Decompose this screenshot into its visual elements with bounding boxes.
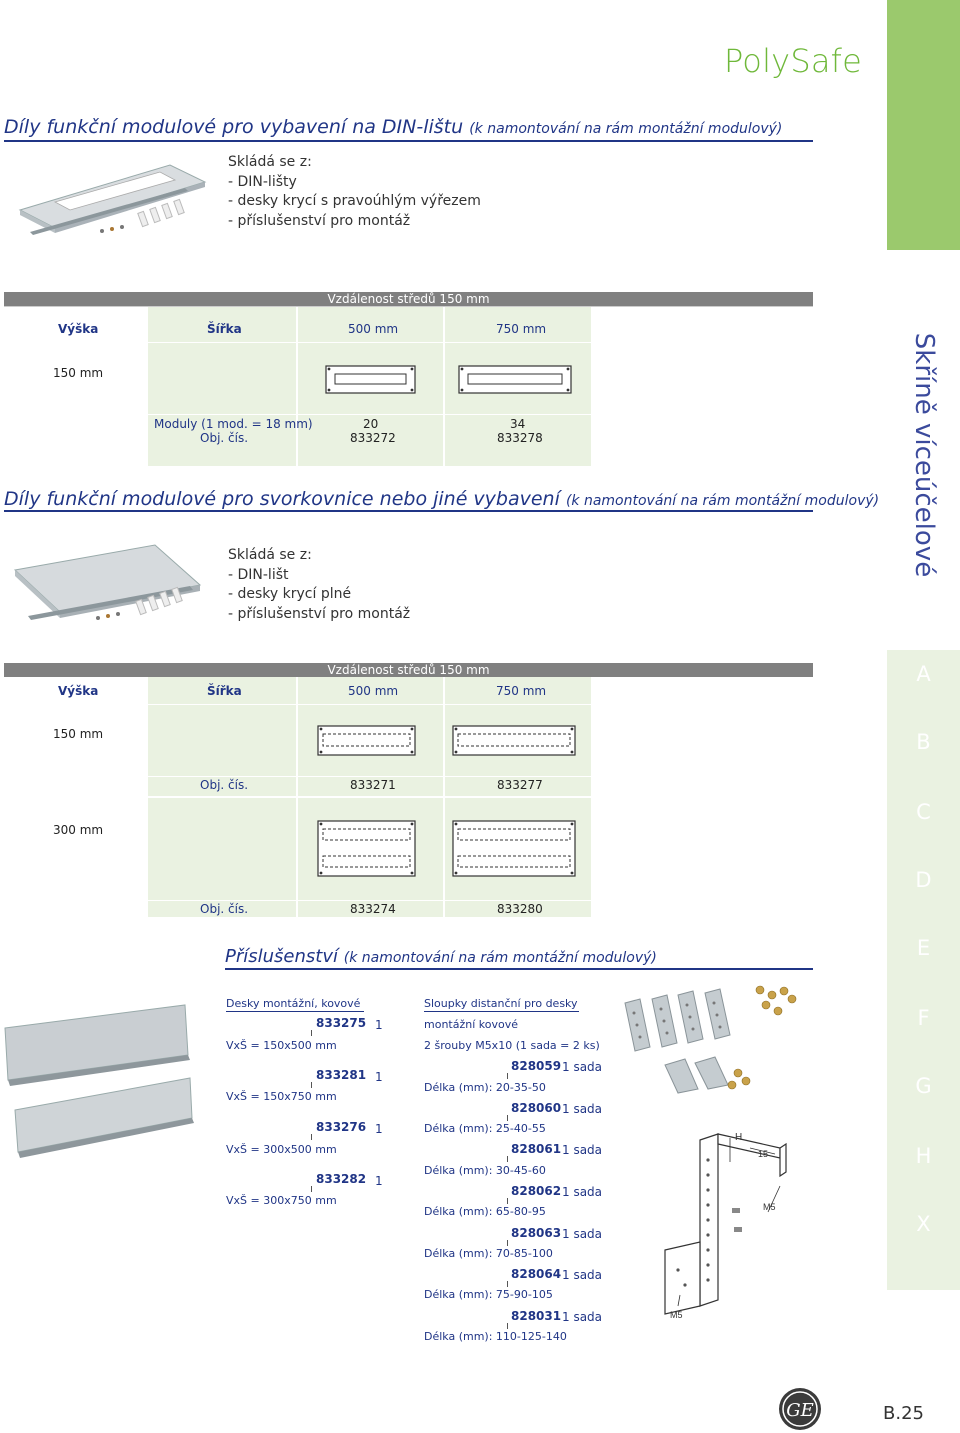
- section1-description: Skládá se z: - DIN-lišty - desky krycí s pravoúhlým výřezem - příslušenství pro montáž: [228, 154, 481, 229]
- spacer3-qty: 1 sada: [562, 1143, 603, 1157]
- table2-col-750: 750 mm: [496, 684, 547, 698]
- table1-col-500: 500 mm: [348, 322, 399, 336]
- spacer2-label: Délka (mm): 25-40-55: [424, 1122, 546, 1135]
- drawing-label-h: H: [735, 1132, 743, 1143]
- page-number: B.25: [883, 1403, 924, 1424]
- plate1-label: VxŠ = 150x500 mm: [226, 1039, 337, 1052]
- spacer6-label: Délka (mm): 75-90-105: [424, 1288, 553, 1301]
- svg-text:GE: GE: [786, 1400, 814, 1421]
- section2-rule: [4, 510, 813, 512]
- chapter-title: Skříně víceúčelové: [908, 332, 939, 578]
- spacer5-qty: 1 sada: [562, 1227, 603, 1241]
- product-image-din-rail: [10, 160, 210, 245]
- mounting-plates-image: [0, 1000, 225, 1200]
- tab-e[interactable]: E: [916, 936, 931, 960]
- section2-heading: Díly funkční modulové pro svorkovnice nebo jiné vybavení (k namontování na rám montážní modulový): [4, 488, 880, 510]
- tab-c[interactable]: C: [916, 800, 931, 824]
- table1-ref-label: Obj. čís.: [200, 431, 249, 445]
- table2-row1-ref-500: 833271: [350, 778, 396, 792]
- table2-row1-ref-label: Obj. čís.: [200, 778, 249, 792]
- spacer6-qty: 1 sada: [562, 1268, 603, 1282]
- spacers-title-line2: montážní kovové: [424, 1018, 518, 1031]
- table2-row2-ref-label: Obj. čís.: [200, 902, 249, 916]
- spacer4-label: Délka (mm): 65-80-95: [424, 1205, 546, 1218]
- spacer1-label: Délka (mm): 20-35-50: [424, 1081, 546, 1094]
- drawing-833280: [452, 820, 577, 878]
- table1-col-750: 750 mm: [496, 322, 547, 336]
- spacer6-code: 828064: [511, 1267, 562, 1281]
- table2-col-height: Výška: [58, 684, 99, 698]
- accessories-heading: Příslušenství (k namontování na rám montážní modulový): [225, 946, 657, 967]
- plates-title: Desky montážní, kovové: [226, 997, 361, 1010]
- section1-rule: [4, 140, 813, 142]
- table1-modules-500: 20: [363, 417, 379, 431]
- tab-f[interactable]: F: [917, 1006, 930, 1030]
- drawing-label-dim: 15: [758, 1149, 769, 1159]
- spacer5-code: 828063: [511, 1226, 562, 1240]
- plate4-label: VxŠ = 300x750 mm: [226, 1194, 337, 1207]
- table2-row2-height: 300 mm: [53, 823, 104, 837]
- drawing-833278: [458, 365, 573, 395]
- spacer4-code: 828062: [511, 1184, 562, 1198]
- accessories-rule: [225, 968, 813, 970]
- table2-col-width: Šířka: [207, 684, 242, 698]
- drawing-label-m5b: M5: [670, 1310, 683, 1320]
- plate1-qty: 1: [375, 1018, 383, 1032]
- spacer7-code: 828031: [511, 1309, 562, 1323]
- tab-x[interactable]: X: [916, 1212, 931, 1236]
- spacers-note: 2 šrouby M5x10 (1 sada = 2 ks): [424, 1039, 600, 1052]
- table2-row1-ref-750: 833277: [497, 778, 543, 792]
- plate2-code: 833281: [316, 1068, 367, 1082]
- spacer7-label: Délka (mm): 110-125-140: [424, 1330, 567, 1343]
- spacer4-qty: 1 sada: [562, 1185, 603, 1199]
- table1-modules-750: 34: [510, 417, 526, 431]
- table2-row1-height: 150 mm: [53, 727, 104, 741]
- plate4-code: 833282: [316, 1172, 367, 1186]
- spacer1-qty: 1 sada: [562, 1060, 603, 1074]
- drawing-label-m5a: M5: [763, 1202, 776, 1212]
- table1-ref-500: 833272: [350, 431, 396, 445]
- drawing-833274: [317, 820, 417, 878]
- table2-col-500: 500 mm: [348, 684, 399, 698]
- table1-spacing-bar: Vzdálenost středů 150 mm: [4, 292, 813, 306]
- table1-col-height: Výška: [58, 322, 99, 336]
- tab-h[interactable]: H: [915, 1144, 932, 1168]
- spacer7-qty: 1 sada: [562, 1310, 603, 1324]
- table1-modules-label: Moduly (1 mod. = 18 mm): [154, 417, 313, 431]
- tab-a[interactable]: A: [916, 662, 931, 686]
- table2-row2-ref-750: 833280: [497, 902, 543, 916]
- product-image-blank-plate: [10, 540, 210, 630]
- plate3-label: VxŠ = 300x500 mm: [226, 1143, 337, 1156]
- tab-d[interactable]: D: [915, 868, 932, 892]
- plate3-code: 833276: [316, 1120, 367, 1134]
- drawing-833271: [317, 725, 417, 757]
- table2-spacing-bar: Vzdálenost středů 150 mm: [4, 663, 813, 677]
- spacer3-label: Délka (mm): 30-45-60: [424, 1164, 546, 1177]
- spacer5-label: Délka (mm): 70-85-100: [424, 1247, 553, 1260]
- ge-logo: [778, 1387, 822, 1431]
- section1-heading: Díly funkční modulové pro vybavení na DIN-lištu (k namontování na rám montážní modulový): [4, 116, 783, 138]
- plate2-label: VxŠ = 150x750 mm: [226, 1090, 337, 1103]
- spacer-brackets-image: [620, 985, 810, 1095]
- plate2-qty: 1: [375, 1070, 383, 1084]
- plate3-qty: 1: [375, 1122, 383, 1136]
- section2-description: Skládá se z: - DIN-lišt - desky krycí plné - příslušenství pro montáž: [228, 547, 411, 622]
- table1-col-width: Šířka: [207, 322, 242, 336]
- plate4-qty: 1: [375, 1174, 383, 1188]
- table1-row-height: 150 mm: [53, 366, 104, 380]
- drawing-833277: [452, 725, 577, 757]
- tab-g[interactable]: G: [915, 1074, 932, 1098]
- plate1-code: 833275: [316, 1016, 367, 1030]
- table2-row2-ref-500: 833274: [350, 902, 396, 916]
- chapter-tab-strip: [887, 0, 960, 1290]
- brand-name: PolySafe: [723, 42, 862, 80]
- spacer2-qty: 1 sada: [562, 1102, 603, 1116]
- table1-ref-750: 833278: [497, 431, 543, 445]
- tab-b[interactable]: B: [916, 730, 931, 754]
- spacer2-code: 828060: [511, 1101, 562, 1115]
- spacer-technical-drawing: [640, 1120, 810, 1320]
- spacer1-code: 828059: [511, 1059, 562, 1073]
- spacers-title-line1: Sloupky distanční pro desky: [424, 997, 578, 1010]
- spacer3-code: 828061: [511, 1142, 562, 1156]
- drawing-833272: [325, 365, 417, 395]
- tab-strip-top: [887, 0, 960, 250]
